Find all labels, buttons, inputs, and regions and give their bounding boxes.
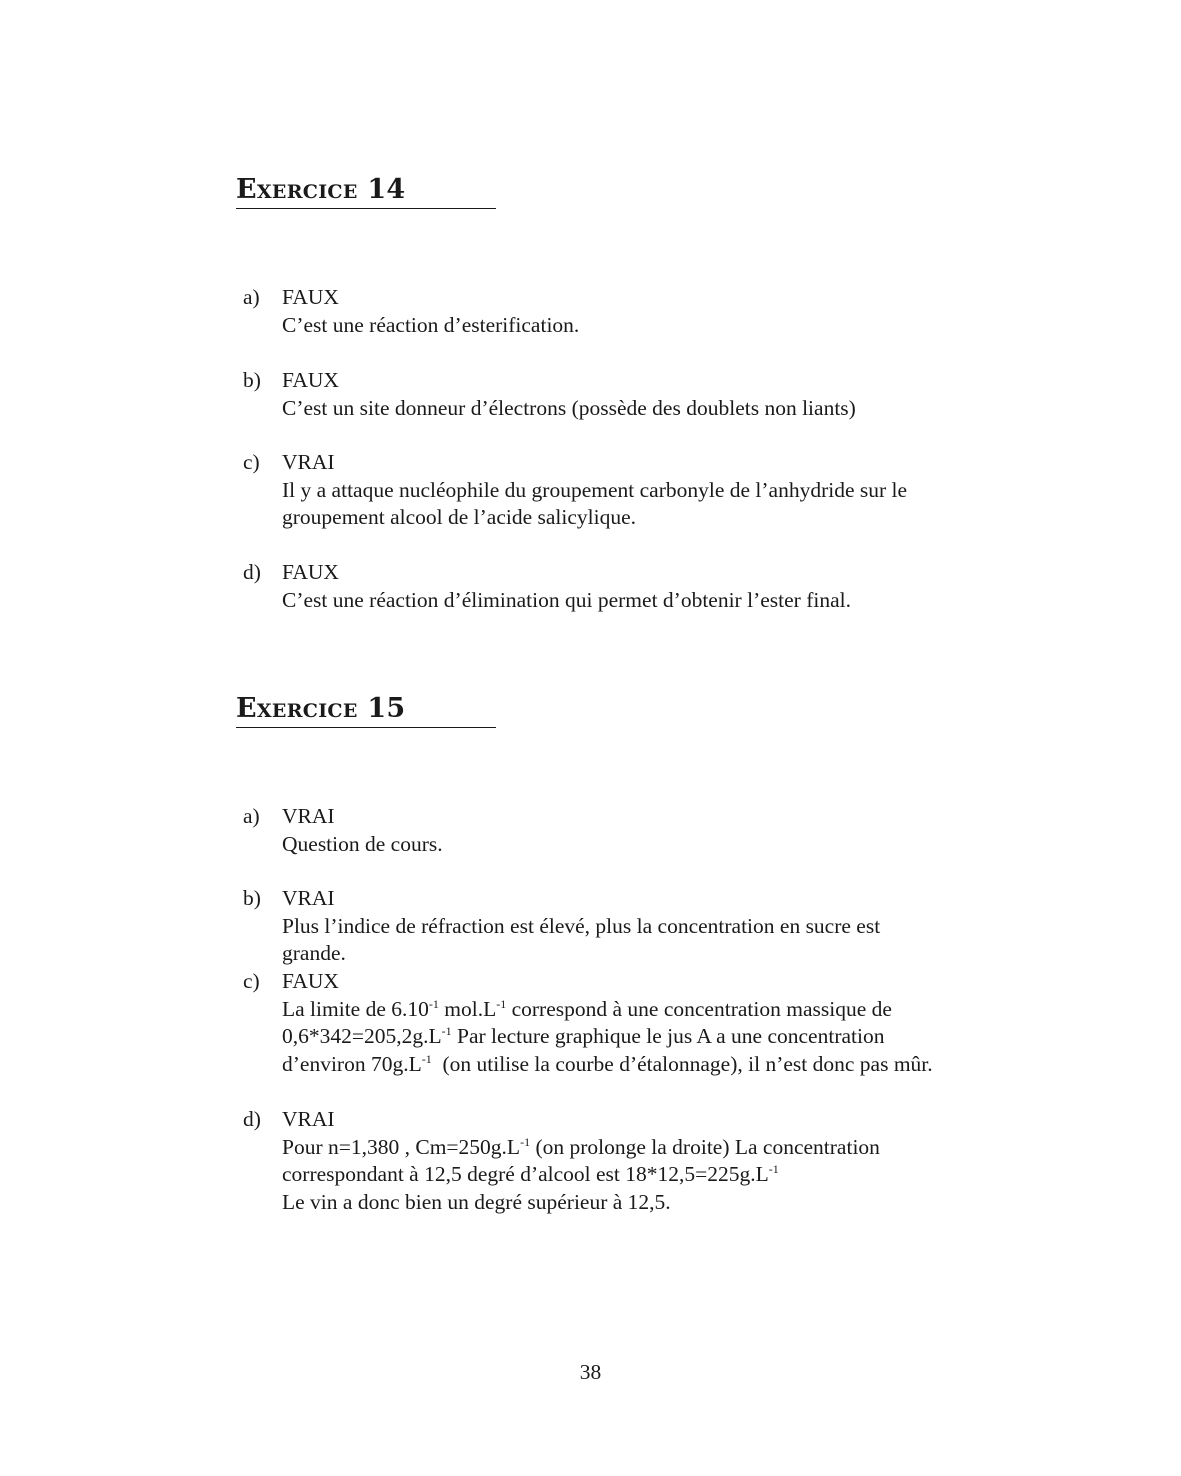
item-text-line: Question de cours.	[282, 831, 443, 856]
item-verdict: VRAI	[282, 450, 335, 474]
item-text-line: grande.	[282, 941, 346, 965]
text-fragment: La limite de 6.10	[282, 996, 429, 1021]
item-verdict: VRAI	[282, 804, 335, 828]
exercise-14-heading	[236, 174, 496, 209]
item-text-line: Plus l’indice de réfraction est élevé, plus la concentration en sucre est	[282, 913, 881, 938]
item-letter: a)	[243, 285, 260, 309]
text-fragment: d’environ 70g.L	[282, 1051, 422, 1076]
item-text-line	[282, 996, 1023, 1024]
item-verdict: VRAI	[282, 1107, 335, 1131]
heading-number: 14	[367, 174, 406, 205]
item-verdict: FAUX	[282, 969, 339, 993]
item-text-line: Le vin a donc bien un degré supérieur à 12,5.	[282, 1189, 671, 1214]
item-verdict: VRAI	[282, 886, 335, 910]
exercise-14-item-c	[243, 449, 1023, 532]
exercise-15-item-c	[243, 968, 1023, 1078]
item-text-line: C’est un site donneur d’électrons (possède des doublets non liants)	[282, 395, 856, 420]
item-text-line	[282, 1023, 1023, 1051]
superscript: -1	[496, 996, 507, 1011]
exercise-14-item-d	[243, 559, 1023, 614]
item-verdict: FAUX	[282, 368, 339, 392]
item-letter: d)	[243, 1107, 261, 1131]
text-fragment: Pour n=1,380 , Cm=250g.L	[282, 1134, 521, 1159]
superscript: -1	[768, 1161, 779, 1176]
item-text-line	[282, 1161, 1023, 1189]
text-fragment: correspondant à 12,5 degré d’alcool est 18*12,5=225g.L	[282, 1162, 769, 1186]
exercise-15-item-a	[243, 803, 1023, 858]
text-fragment: (on prolonge la droite) La concentration	[530, 1134, 880, 1159]
item-verdict: FAUX	[282, 285, 339, 309]
exercise-14-item-b	[243, 367, 1023, 422]
superscript: -1	[428, 996, 439, 1011]
exercise-14-item-a	[243, 284, 1023, 339]
item-letter: c)	[243, 450, 260, 474]
text-fragment: Par lecture graphique le jus A a une concentration	[451, 1024, 885, 1048]
page-number: 38	[579, 1360, 602, 1384]
item-letter: c)	[243, 969, 260, 993]
exercise-15-item-b	[243, 885, 1023, 968]
superscript: -1	[441, 1023, 452, 1038]
superscript: -1	[421, 1051, 432, 1066]
heading-word: Exercice	[236, 174, 358, 205]
text-fragment: (on utilise la courbe d’étalonnage), il n’est donc pas mûr.	[431, 1051, 933, 1076]
exercise-15-heading	[236, 693, 496, 728]
item-text-line: Il y a attaque nucléophile du groupement carbonyle de l’anhydride sur le	[282, 477, 908, 502]
text-fragment: correspond à une concentration massique de	[506, 996, 892, 1021]
text-fragment: 0,6*342=205,2g.L	[282, 1024, 442, 1048]
item-letter: a)	[243, 804, 260, 828]
item-letter: b)	[243, 368, 261, 392]
item-letter: d)	[243, 560, 261, 584]
heading-number: 15	[367, 693, 406, 724]
item-text-line: groupement alcool de l’acide salicylique.	[282, 505, 637, 529]
item-letter: b)	[243, 886, 261, 910]
exercise-15-item-d	[243, 1106, 1023, 1216]
heading-word: Exercice	[236, 693, 358, 724]
item-text-line	[282, 1134, 1023, 1162]
item-text-line: C’est une réaction d’esterification.	[282, 312, 580, 337]
item-verdict: FAUX	[282, 560, 339, 584]
item-text-line: C’est une réaction d’élimination qui permet d’obtenir l’ester final.	[282, 587, 851, 612]
text-fragment: mol.L	[438, 996, 497, 1021]
superscript: -1	[520, 1134, 531, 1149]
item-text-line	[282, 1051, 1023, 1079]
